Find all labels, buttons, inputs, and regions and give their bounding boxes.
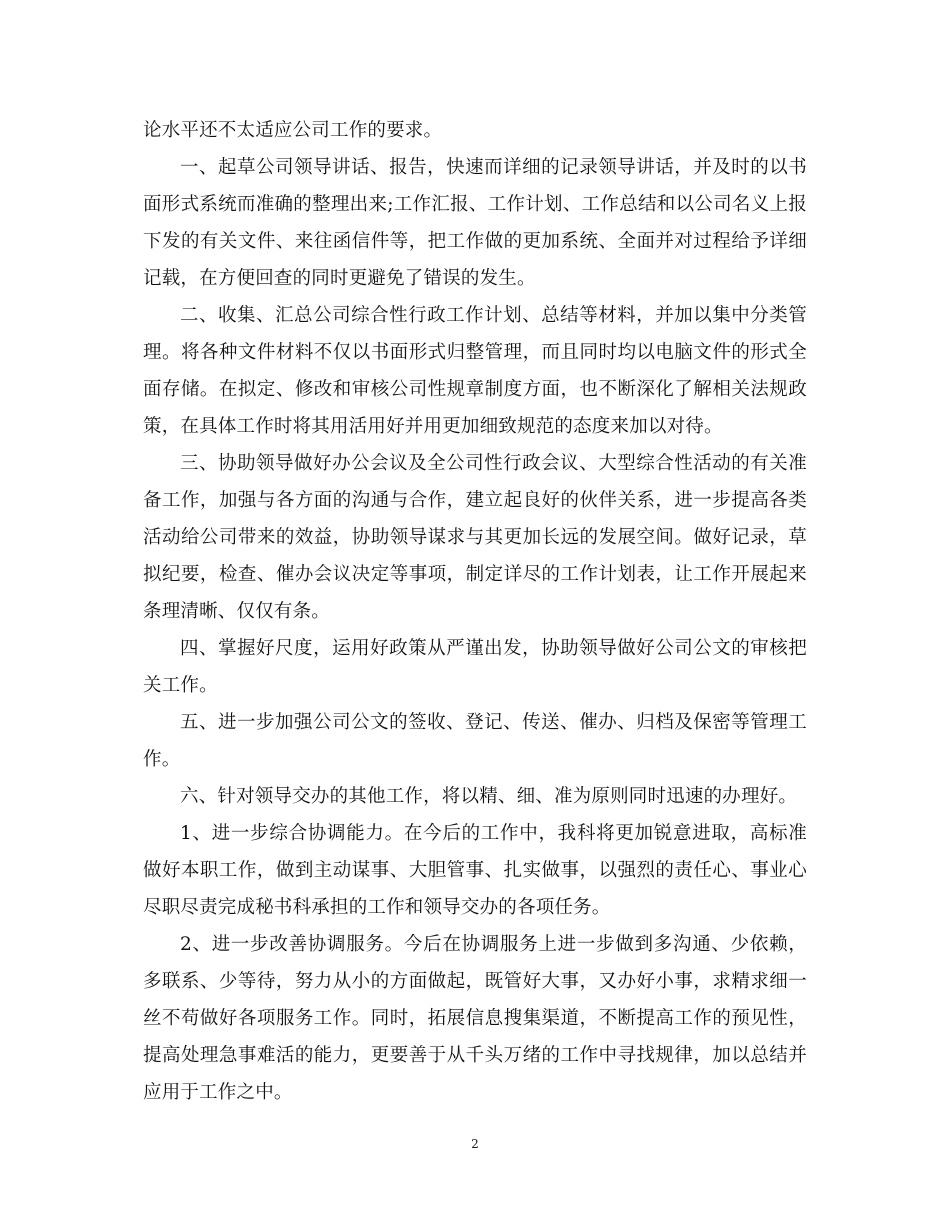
paragraph-item-3: 三、协助领导做好办公会议及全公司性行政会议、大型综合性活动的有关准备工作，加强与各方面的沟通与合作，建立起良好的伙伴关系，进一步提高各类活动给公司带来的效益，协助领导谋求与其更加长远的发展空间。做好记录，草拟纪要，检查、催办会议决定等事项，制定详尽的工作计划表，让工作开展起来条理清晰、仅仅有条。 (143, 453, 807, 622)
paragraph-item-2: 二、收集、汇总公司综合性行政工作计划、总结等材料，并加以集中分类管理。将各种文件材料不仅以书面形式归整管理，而且同时均以电脑文件的形式全面存储。在拟定、修改和审核公司性规章制度方面，也不断深化了解相关法规政策，在具体工作时将其用活用好并用更加细致规范的态度来加以对待。 (143, 305, 807, 437)
paragraph-sub-item-2: 2、进一步改善协调服务。今后在协调服务上进一步做到多沟通、少依赖，多联系、少等待，努力从小的方面做起，既管好大事，又办好小事，求精求细一丝不苟做好各项服务工作。同时，拓展信息搜集渠道，不断提高工作的预见性，提高处理急事难活的能力，更要善于从千头万绪的工作中寻找规律，加以总结并应用于工作之中。 (143, 934, 807, 1103)
page-number: 2 (471, 1137, 479, 1151)
paragraph-item-1: 一、起草公司领导讲话、报告，快速而详细的记录领导讲话，并及时的以书面形式系统而准确的整理出来;工作汇报、工作计划、工作总结和以公司名义上报下发的有关文件、来往函信件等，把工作做的更加系统、全面并对过程给予详细记载，在方便回查的同时更避免了错误的发生。 (143, 157, 807, 289)
paragraph-item-5: 五、进一步加强公司公文的签收、登记、传送、催办、归档及保密等管理工作。 (143, 712, 807, 770)
paragraph-continued: 论水平还不太适应公司工作的要求。 (143, 120, 443, 141)
paragraph-item-6: 六、针对领导交办的其他工作，将以精、细、准为原则同时迅速的办理好。 (180, 786, 798, 807)
paragraph-sub-item-1: 1、进一步综合协调能力。在今后的工作中，我科将更加锐意进取，高标准做好本职工作，做到主动谋事、大胆管事、扎实做事，以强烈的责任心、事业心尽职尽责完成秘书科承担的工作和领导交办的各项任务。 (143, 823, 807, 918)
page-body (143, 112, 807, 1111)
paragraph-item-4: 四、掌握好尺度，运用好政策从严谨出发，协助领导做好公司公文的审核把关工作。 (143, 638, 807, 696)
